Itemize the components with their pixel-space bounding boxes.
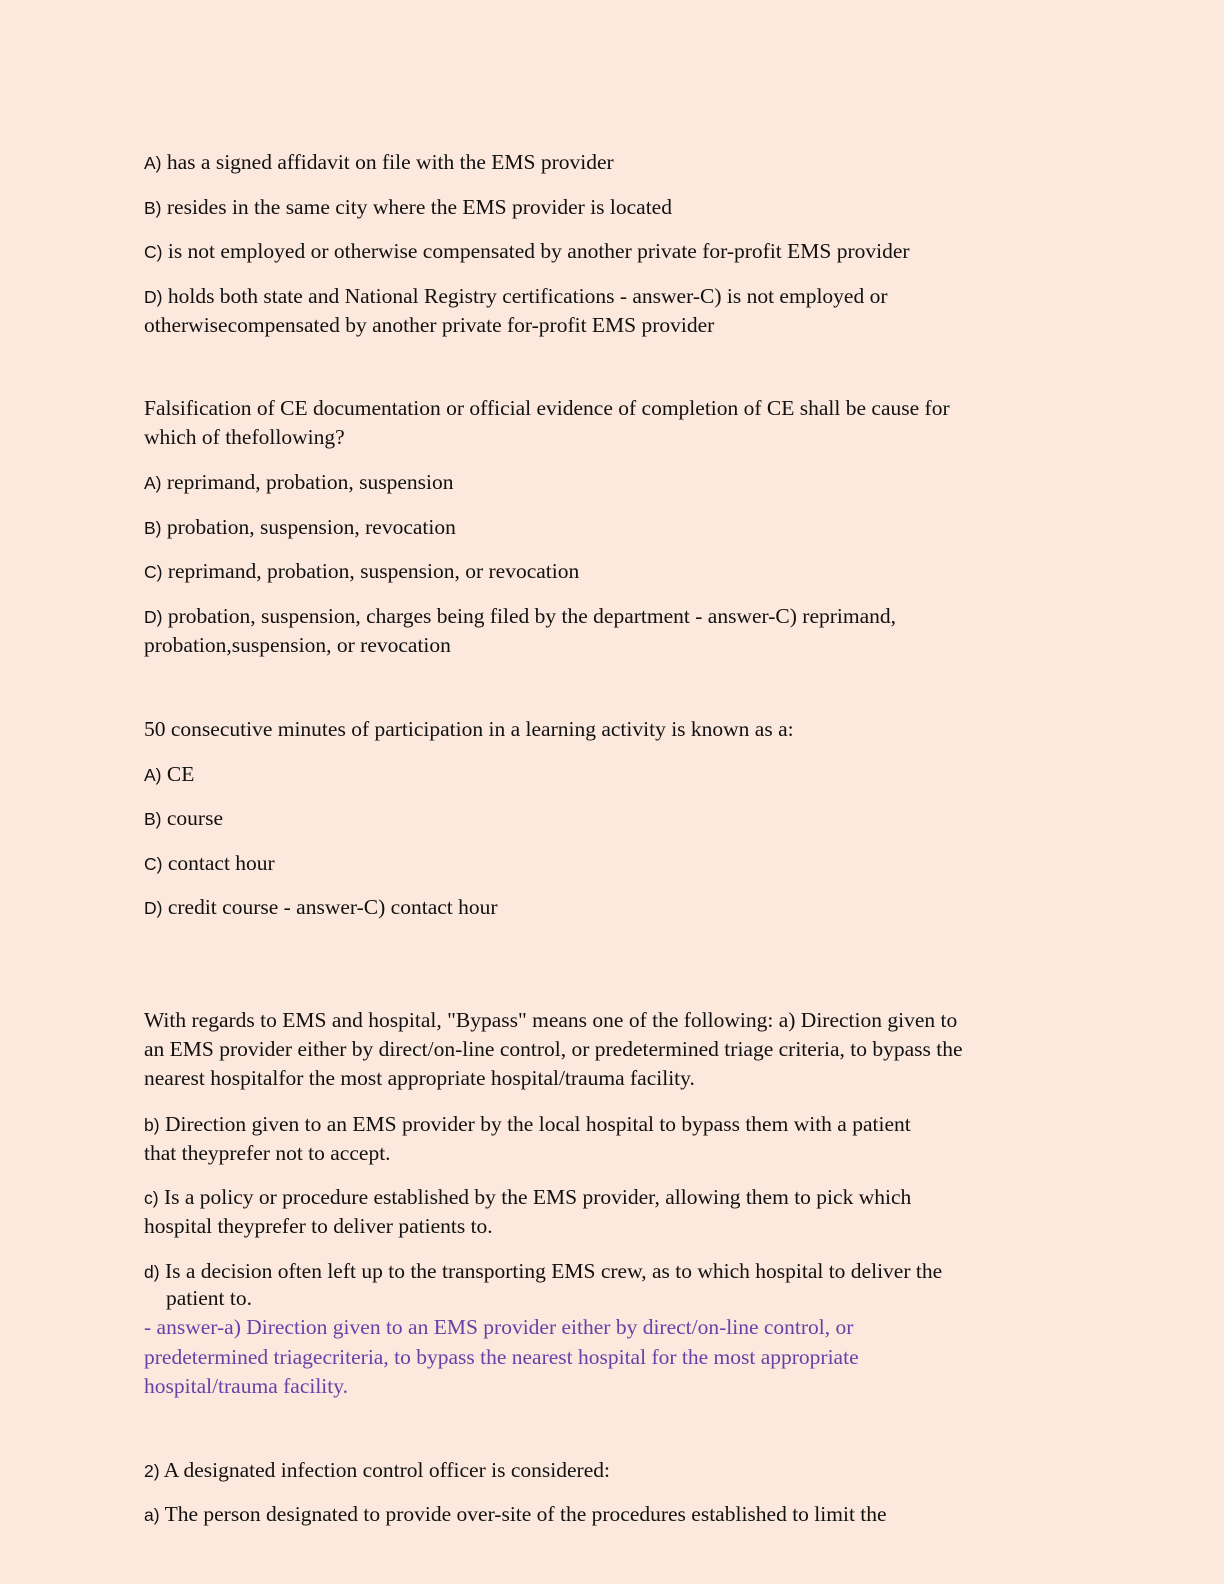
q4-question-line-2: an EMS provider either by direct/on-line control, or predetermined triage criteria, to bypass the [144, 1037, 963, 1061]
q2-option-d: D) probation, suspension, charges being filed by the department - answer-C) reprimand, [144, 604, 897, 628]
q2-option-b: B) probation, suspension, revocation [144, 515, 456, 539]
q4-question-line-3: nearest hospitalfor the most appropriate hospital/trauma facility. [144, 1066, 695, 1090]
q1-option-a: A) has a signed affidavit on file with the EMS provider [144, 150, 614, 174]
q4-option-d-cont: patient to. [166, 1286, 252, 1310]
q1-answer-continuation: otherwisecompensated by another private for-profit EMS provider [144, 313, 715, 337]
q2-question-line-2: which of thefollowing? [144, 425, 345, 449]
q5-option-a: a) The person designated to provide over-site of the procedures established to limit the [144, 1502, 887, 1526]
q5-question: 2) A designated infection control officer is considered: [144, 1458, 610, 1482]
q4-option-c: c) Is a policy or procedure established by the EMS provider, allowing them to pick which [144, 1185, 912, 1209]
q3-option-c: C) contact hour [144, 851, 275, 875]
q3-option-b: B) course [144, 806, 223, 830]
q2-question-line-1: Falsification of CE documentation or official evidence of completion of CE shall be cause for [144, 396, 950, 420]
q1-option-d: D) holds both state and National Registry certifications - answer-C) is not employed or [144, 284, 888, 308]
q4-answer-line-2: predetermined triagecriteria, to bypass the nearest hospital for the most appropriate [144, 1345, 859, 1369]
q4-option-b: b) Direction given to an EMS provider by the local hospital to bypass them with a patient [144, 1112, 911, 1136]
q4-option-b-cont: that theyprefer not to accept. [144, 1141, 391, 1165]
q2-option-a: A) reprimand, probation, suspension [144, 470, 454, 494]
q4-option-c-cont: hospital theyprefer to deliver patients to. [144, 1214, 493, 1238]
q4-question-line-1: With regards to EMS and hospital, "Bypass" means one of the following: a) Direction given to [144, 1008, 958, 1032]
q2-answer-continuation: probation,suspension, or revocation [144, 633, 451, 657]
q3-question: 50 consecutive minutes of participation in a learning activity is known as a: [144, 717, 794, 741]
q3-option-d: D) credit course - answer-C) contact hour [144, 895, 498, 919]
q1-option-b: B) resides in the same city where the EMS provider is located [144, 195, 672, 219]
q2-option-c: C) reprimand, probation, suspension, or revocation [144, 559, 580, 583]
q4-answer-line-1: - answer-a) Direction given to an EMS provider either by direct/on-line control, or [144, 1315, 854, 1339]
q1-option-c: C) is not employed or otherwise compensated by another private for-profit EMS provider [144, 239, 910, 263]
q3-option-a: A) CE [144, 762, 195, 786]
q4-option-d: d) Is a decision often left up to the transporting EMS crew, as to which hospital to deliver the [144, 1259, 943, 1283]
q4-answer-line-3: hospital/trauma facility. [144, 1374, 348, 1398]
